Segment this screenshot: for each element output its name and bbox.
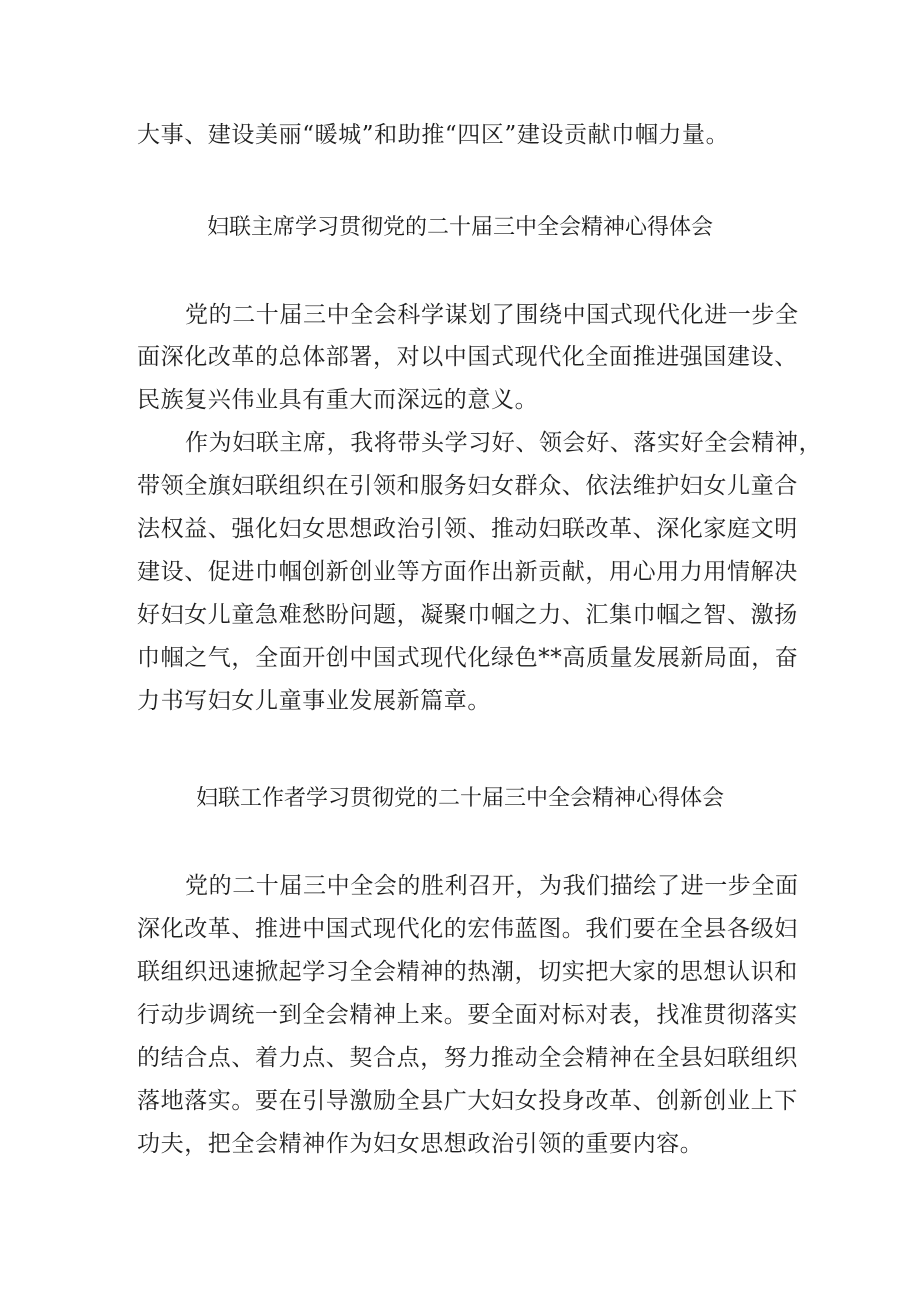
section2-title: 妇联工作者学习贯彻党的二十届三中全会精神心得体会 bbox=[195, 786, 724, 811]
section2-p1-line: 深化改革、推进中国式现代化的宏伟蓝图。我们要在全县各级妇 bbox=[137, 916, 798, 942]
section2-p1-line: 行动步调统一到全会精神上来。要全面对标对表，找准贯彻落实 bbox=[137, 1002, 798, 1028]
section1-p2-line: 好妇女儿童急难愁盼问题，凝聚巾帼之力、汇集巾帼之智、激扬 bbox=[137, 602, 798, 628]
section1-p2-line: 带领全旗妇联组织在引领和服务妇女群众、依法维护妇女儿童合 bbox=[137, 473, 798, 499]
section1-p1-line: 党的二十届三中全会科学谋划了围绕中国式现代化进一步全 bbox=[185, 302, 799, 328]
section1-title: 妇联主席学习贯彻党的二十届三中全会精神心得体会 bbox=[206, 215, 713, 240]
section2-p1-line: 的结合点、着力点、契合点，努力推动全会精神在全县妇联组织 bbox=[137, 1045, 798, 1071]
section1-p1-line: 民族复兴伟业具有重大而深远的意义。 bbox=[137, 387, 539, 413]
section2-p1-line: 党的二十届三中全会的胜利召开，为我们描绘了进一步全面 bbox=[185, 873, 799, 899]
section1-p2-line: 作为妇联主席，我将带头学习好、领会好、落实好全会精神， bbox=[185, 430, 823, 456]
section1-p2-line: 法权益、强化妇女思想政治引领、推动妇联改革、深化家庭文明 bbox=[137, 516, 798, 542]
section1-p2-line: 建设、促进巾帼创新创业等方面作出新贡献，用心用力用情解决 bbox=[137, 559, 798, 585]
section2-p1-line: 落地落实。要在引导激励全县广大妇女投身改革、创新创业上下 bbox=[137, 1088, 798, 1114]
section2-p1-line: 功夫，把全会精神作为妇女思想政治引领的重要内容。 bbox=[137, 1131, 704, 1157]
section2-p1-line: 联组织迅速掀起学习全会精神的热潮，切实把大家的思想认识和 bbox=[137, 959, 798, 985]
intro-line: 大事、建设美丽“暖城”和助推“四区”建设贡献巾帼力量。 bbox=[137, 122, 730, 148]
section1-p2-line: 力书写妇女儿童事业发展新篇章。 bbox=[137, 688, 491, 714]
section1-p2-line: 巾帼之气，全面开创中国式现代化绿色**高质量发展新局面，奋 bbox=[137, 645, 799, 671]
section1-p1-line: 面深化改革的总体部署，对以中国式现代化全面推进强国建设、 bbox=[137, 344, 798, 370]
